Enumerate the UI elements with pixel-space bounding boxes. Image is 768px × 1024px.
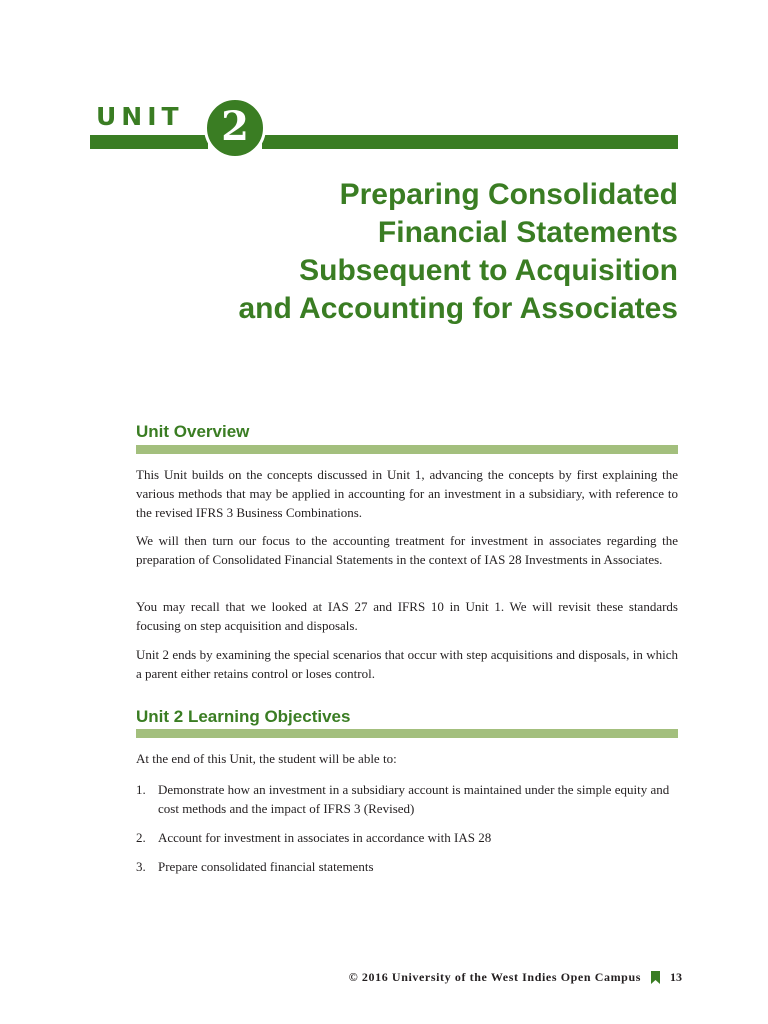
title-line: Subsequent to Acquisition bbox=[299, 254, 678, 287]
overview-paragraph: This Unit builds on the concepts discussed in Unit 1, advancing the concepts by first explaining the various methods that may be applied in accounting for an investment in a subsidiary, with reference to the revised IFRS 3 Business Combinations. bbox=[136, 467, 678, 520]
overview-paragraph: You may recall that we looked at IAS 27 and IFRS 10 in Unit 1. We will revisit these standards focusing on step acquisition and disposals. bbox=[136, 599, 678, 633]
unit-banner-bar-left bbox=[90, 135, 208, 149]
list-item-number: 1. bbox=[136, 782, 146, 797]
list-item bbox=[136, 780, 678, 818]
title-line: Preparing Consolidated bbox=[339, 178, 678, 211]
overview-paragraph: Unit 2 ends by examining the special scenarios that occur with step acquisitions and disposals, in which a parent either retains control or loses control. bbox=[136, 647, 678, 681]
list-item-number: 2. bbox=[136, 830, 146, 845]
list-item bbox=[136, 828, 678, 847]
list-item-text: Account for investment in associates in accordance with IAS 28 bbox=[158, 830, 492, 845]
unit-number-badge bbox=[204, 97, 266, 159]
unit-banner-bar-right bbox=[262, 135, 678, 149]
overview-paragraph: We will then turn our focus to the accounting treatment for investment in associates regarding the preparation of Consolidated Financial Statements in the context of IAS 28 Investments in Associates. bbox=[136, 533, 678, 567]
footer-copyright: © 2016 University of the West Indies Open Campus bbox=[348, 970, 641, 984]
bookmark-icon bbox=[651, 971, 660, 984]
title-line: Financial Statements bbox=[377, 216, 678, 249]
objectives-list bbox=[136, 780, 678, 886]
unit-number: 2 bbox=[221, 103, 249, 150]
objectives-intro: At the end of this Unit, the student will be able to: bbox=[136, 751, 397, 766]
list-item bbox=[136, 857, 678, 876]
objectives-rule bbox=[136, 729, 678, 738]
page-footer bbox=[349, 970, 682, 985]
list-item-number: 3. bbox=[136, 859, 146, 874]
title-line: and Accounting for Associates bbox=[238, 292, 678, 325]
list-item-text: Prepare consolidated financial statements bbox=[158, 859, 374, 874]
page-title bbox=[158, 176, 678, 328]
overview-rule bbox=[136, 445, 678, 454]
page-number: 13 bbox=[670, 970, 682, 984]
list-item-text: Demonstrate how an investment in a subsidiary account is maintained under the simple equity and cost methods and the impact of IFRS 3 (Revised) bbox=[158, 782, 670, 816]
unit-label: UNIT bbox=[96, 102, 184, 131]
overview-heading: Unit Overview bbox=[136, 422, 250, 441]
objectives-heading: Unit 2 Learning Objectives bbox=[136, 707, 351, 726]
